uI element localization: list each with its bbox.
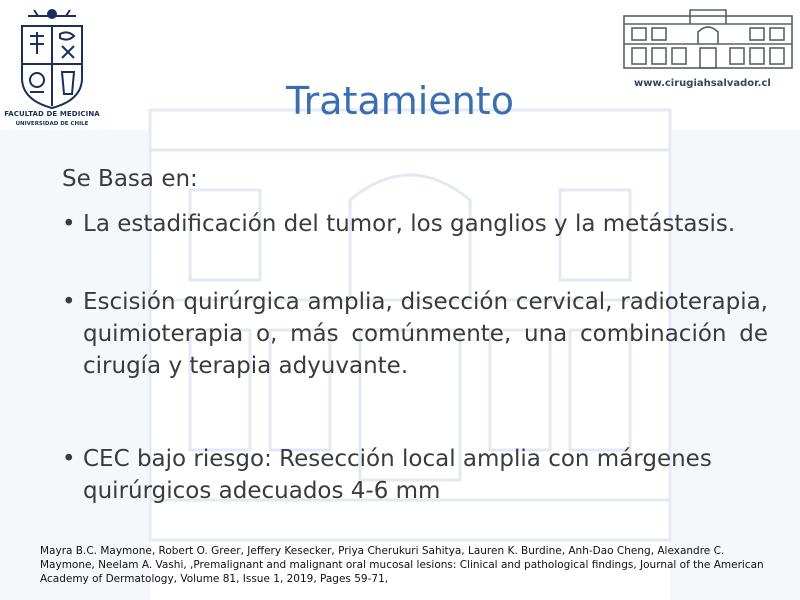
bullet-dot: • <box>62 446 76 472</box>
bullet-dot: • <box>62 211 76 237</box>
bullet-text: CEC bajo riesgo: Resección local amplia con márgenes quirúrgicos adecuados 4-6 mm <box>83 446 712 504</box>
hospital-building-icon <box>620 4 796 72</box>
citation-text: Mayra B.C. Maymone, Robert O. Greer, Jeffery Kesecker, Priya Cherukuri Sahitya, Lauren K. Burdine, Anh-Dao Cheng, Alexandre C. Maymone, Neelam A. Vashi, ,Premalignant and malignant oral mucosal lesions: Clinical and pathological findings, Journal of the American Academy of Dermatology, Volume 81, Issue 1, 2019, Pages 59-71, <box>40 545 764 585</box>
faculty-name: FACULTAD DE MEDICINA <box>4 110 100 118</box>
bullet-text: La estadificación del tumor, los ganglios y la metástasis. <box>83 211 736 237</box>
bullet-text: Escisión quirúrgica amplia, disección cervical, radioterapia, quimioterapia o, más comúnmente, una combinación de cirugía y terapia adyuvante. <box>83 289 768 379</box>
bullet-item <box>62 443 768 507</box>
slide-title: Tratamiento <box>286 79 514 124</box>
site-url: www.cirugiahsalvador.cl <box>634 78 771 89</box>
bullet-dot: • <box>62 289 76 315</box>
bullet-item <box>62 286 768 382</box>
bullet-item <box>62 208 768 240</box>
university-name: UNIVERSIDAD DE CHILE <box>15 121 89 127</box>
intro-text: Se Basa en: <box>62 166 198 192</box>
